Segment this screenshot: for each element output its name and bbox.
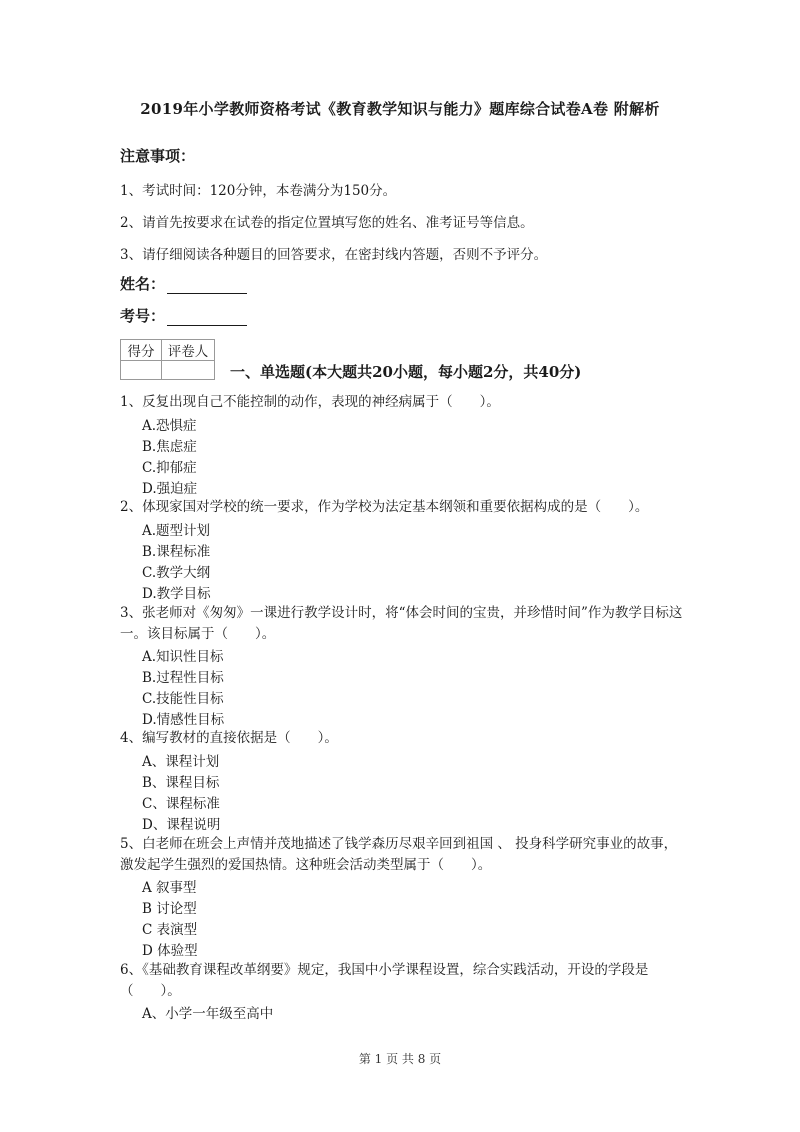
question-stem: 6、《基础教育课程改革纲要》规定，我国中小学课程设置，综合实践活动，开设的学段是（ ）。 [120,962,649,999]
question-option: D.强迫症 [142,481,198,497]
exam-number-blank-line[interactable] [167,310,247,326]
question-stem: 3、张老师对《匆匆》一课进行教学设计时，将“体会时间的宝贵，并珍惜时间”作为教学目标这一。该目标属于（ ）。 [120,605,683,642]
question-option: A、小学一年级至高中 [142,1006,274,1022]
question-option: B.过程性目标 [142,670,224,686]
question-option: B、课程目标 [142,775,220,791]
score-header: 得分 [121,340,162,361]
question-option: B.焦虑症 [142,439,197,455]
question-option: B.课程标准 [142,544,211,560]
question-option: C.技能性目标 [142,691,224,707]
question-option: C.抑郁症 [142,460,197,476]
name-field [120,273,247,294]
document-title: 2019年小学教师资格考试《教育教学知识与能力》题库综合试卷A卷 附解析 [140,100,660,118]
question-stem: 4、编写教材的直接依据是（ ）。 [120,730,338,746]
section-heading: 一、单选题(本大题共20小题，每小题2分，共40分) [230,363,582,381]
question-option: C 表演型 [142,922,198,938]
notes-heading: 注意事项： [120,147,196,165]
page-footer: 第 1 页 共 8 页 [358,1052,442,1066]
exam-number-label: 考号： [120,307,166,325]
question-stem: 2、体现家国对学校的统一要求，作为学校为法定基本纲领和重要依据构成的是（ ）。 [120,499,649,515]
note-item: 3、请仔细阅读各种题目的回答要求，在密封线内答题，否则不予评分。 [120,247,548,263]
question-option: A.恐惧症 [142,418,197,434]
question-option: C.教学大纲 [142,565,211,581]
question-option: B 讨论型 [142,901,197,917]
question-option: A.题型计划 [142,523,211,539]
exam-number-field [120,305,247,326]
question-stem: 5、白老师在班会上声情并茂地描述了钱学森历尽艰辛回到祖国 、 投身科学研究事业的故事，激发起学生强烈的爱国热情。这种班会活动类型属于（ ）。 [120,836,678,873]
question-stem: 1、反复出现自己不能控制的动作，表现的神经病属于（ ）。 [120,394,500,410]
question-option: D 体验型 [142,943,198,959]
question-option: A、课程计划 [142,754,220,770]
note-item: 1、考试时间：120分钟，本卷满分为150分。 [120,183,397,199]
question-option: D、课程说明 [142,817,221,833]
name-blank-line[interactable] [167,278,247,294]
note-item: 2、请首先按要求在试卷的指定位置填写您的姓名、准考证号等信息。 [120,215,534,231]
score-cell[interactable] [121,361,162,380]
name-label: 姓名： [120,275,166,293]
score-table [120,339,215,380]
question-option: D.教学目标 [142,586,211,602]
question-option: C、课程标准 [142,796,220,812]
question-option: D.情感性目标 [142,712,225,728]
question-option: A 叙事型 [142,880,197,896]
grader-header: 评卷人 [162,340,215,361]
question-option: A.知识性目标 [142,649,224,665]
grader-cell[interactable] [162,361,215,380]
